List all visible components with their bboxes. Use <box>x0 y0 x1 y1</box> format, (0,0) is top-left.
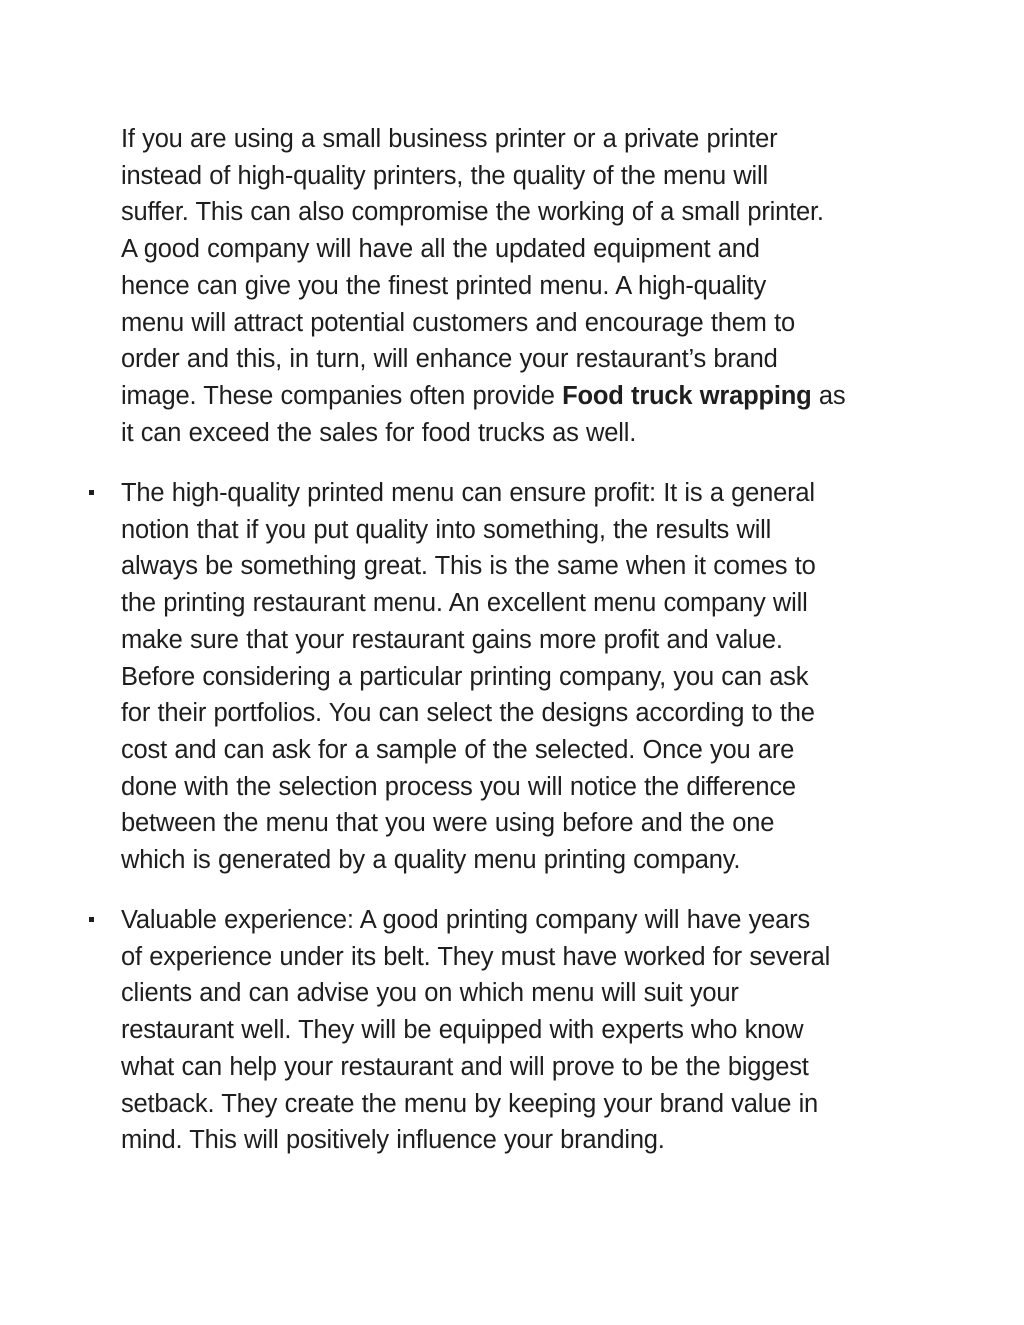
text-line: what can help your restaurant and will prove to be the biggest <box>121 1052 809 1081</box>
text-line: mind. This will positively influence your branding. <box>121 1126 665 1155</box>
text-line: Valuable experience: A good printing company will have years <box>121 906 810 934</box>
text-line: setback. They create the menu by keeping your brand value in <box>121 1089 819 1118</box>
text-line: instead of high-quality printers, the quality of the menu will <box>121 161 768 190</box>
text-line: suffer. This can also compromise the working of a small printer. <box>121 198 824 227</box>
text-segment: as <box>811 381 846 410</box>
intro-paragraph <box>121 121 911 451</box>
text-line: which is generated by a quality menu printing company. <box>121 846 741 875</box>
bullet-square-icon <box>89 490 94 495</box>
text-line: of experience under its belt. They must have worked for several <box>121 942 831 971</box>
text-line: The high-quality printed menu can ensure profit: It is a general <box>121 479 815 507</box>
text-line: the printing restaurant menu. An excellent menu company will <box>121 589 808 618</box>
bold-keyword-food-truck-wrapping: Food truck wrapping <box>562 381 812 410</box>
bullet-item-experience <box>121 902 911 1159</box>
text-line: between the menu that you were using before and the one <box>121 809 775 838</box>
text-line: restaurant well. They will be equipped with experts who know <box>121 1016 804 1045</box>
text-line: If you are using a small business printer or a private printer <box>121 125 778 153</box>
text-line: order and this, in turn, will enhance your restaurant’s brand <box>121 345 778 374</box>
bullet-item-profit <box>121 475 911 879</box>
text-line: notion that if you put quality into something, the results will <box>121 515 772 544</box>
text-line: make sure that your restaurant gains more profit and value. <box>121 625 783 654</box>
text-segment: image. These companies often provide <box>121 381 563 410</box>
text-line: menu will attract potential customers and encourage them to <box>121 308 795 337</box>
text-line: done with the selection process you will notice the difference <box>121 772 796 801</box>
text-line: for their portfolios. You can select the designs according to the <box>121 699 815 728</box>
bullet-square-icon <box>89 917 94 922</box>
text-line: Before considering a particular printing company, you can ask <box>121 662 809 691</box>
text-line <box>121 378 911 415</box>
text-line: it can exceed the sales for food trucks as well. <box>121 418 637 447</box>
text-line: cost and can ask for a sample of the selected. Once you are <box>121 735 795 764</box>
text-line: always be something great. This is the same when it comes to <box>121 552 816 581</box>
text-line: clients and can advise you on which menu will suit your <box>121 979 739 1008</box>
text-line: A good company will have all the updated equipment and <box>121 235 760 264</box>
text-line: hence can give you the finest printed menu. A high-quality <box>121 271 766 300</box>
